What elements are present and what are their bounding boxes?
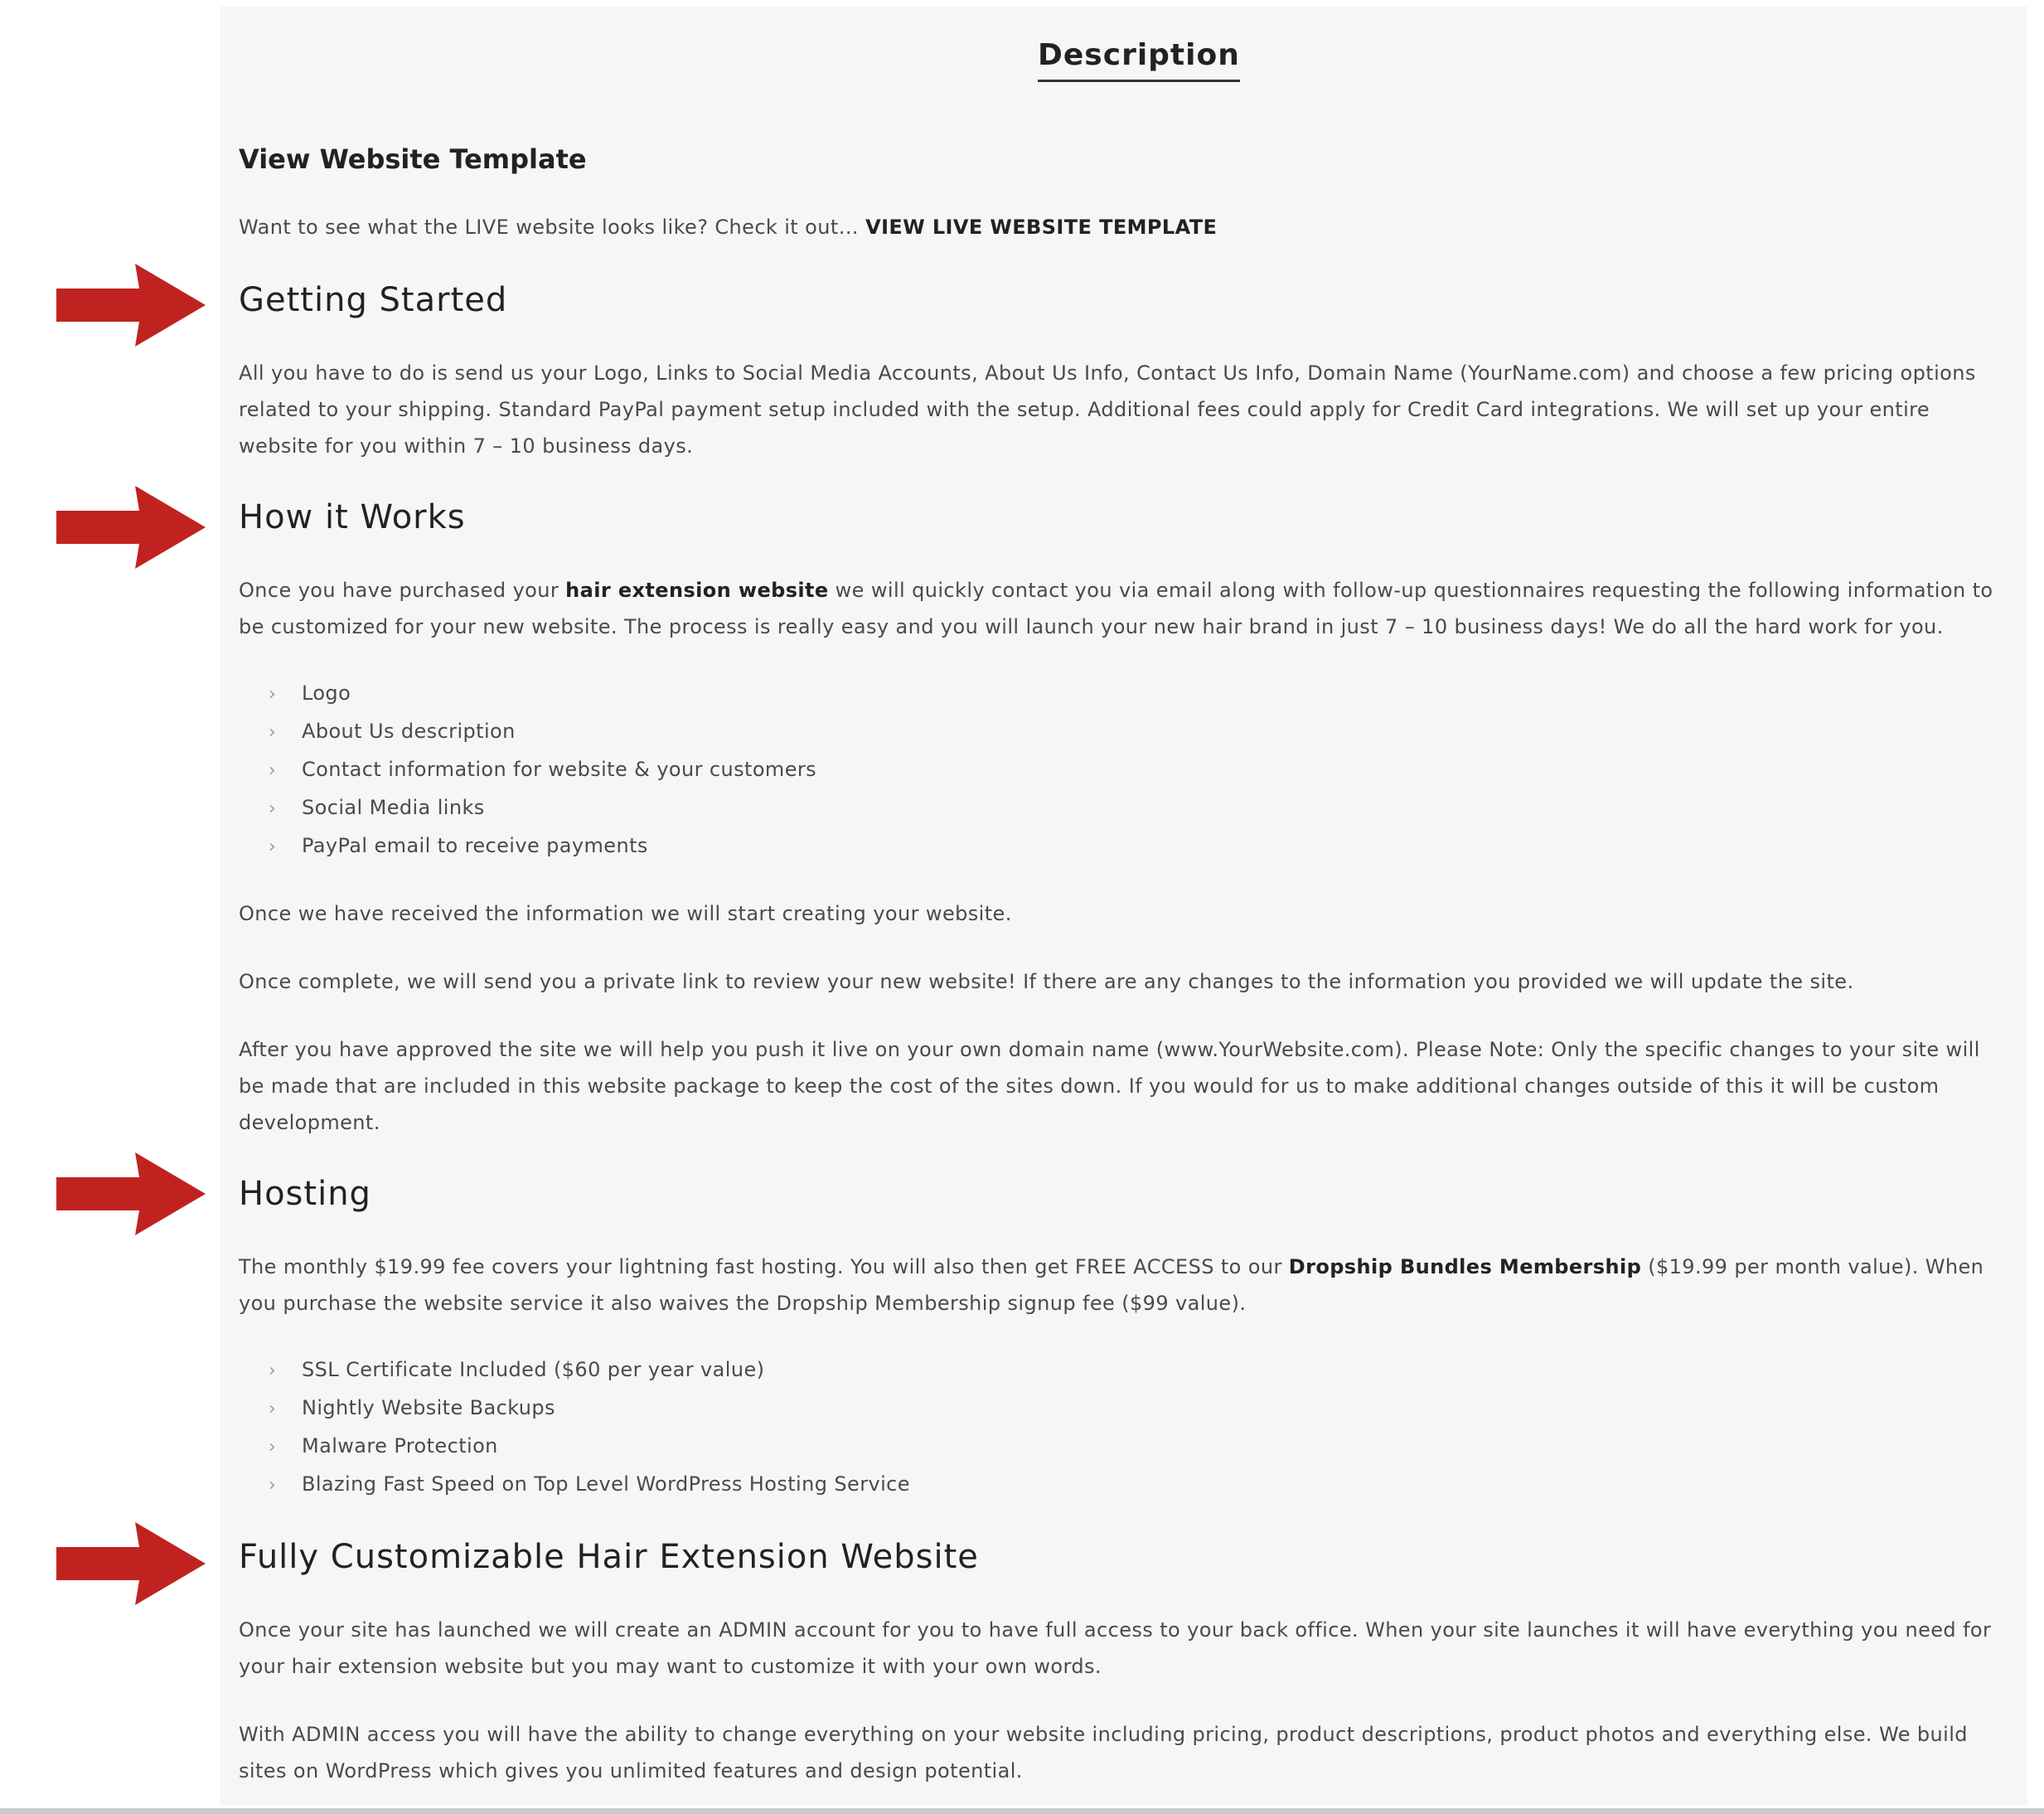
- how-it-works-para1: Once we have received the information we will start creating your website.: [239, 902, 1012, 925]
- hosting-text-after: ($19.99 per month value). When you purchase the website service it also waives the Dropship Membership signup fee ($99 value).: [239, 1255, 1984, 1315]
- view-live-template-link[interactable]: VIEW LIVE WEBSITE TEMPLATE: [865, 216, 1218, 239]
- list-item: [269, 677, 351, 711]
- chevron-right-icon: ›: [269, 760, 277, 781]
- list-item: [269, 1353, 764, 1388]
- hosting-heading: Hosting: [239, 1175, 371, 1213]
- how-it-works-para2: Once complete, we will send you a private link to review your new website! If there are any changes to the information you provided we will update the site.: [239, 970, 1854, 993]
- chevron-right-icon: ›: [269, 837, 277, 857]
- how-it-works-heading: How it Works: [239, 498, 466, 536]
- list-item-label: SSL Certificate Included ($60 per year value): [302, 1358, 765, 1381]
- list-item: [269, 829, 648, 864]
- list-item: [269, 715, 516, 749]
- right-arrow-icon: [56, 1522, 206, 1605]
- chevron-right-icon: ›: [269, 684, 277, 705]
- chevron-right-icon: ›: [269, 1475, 277, 1496]
- right-arrow-icon: [56, 264, 206, 347]
- list-item-label: Contact information for website & your customers: [302, 758, 817, 781]
- chevron-right-icon: ›: [269, 722, 277, 743]
- chevron-right-icon: ›: [269, 1399, 277, 1419]
- customizable-heading: Fully Customizable Hair Extension Website: [239, 1538, 979, 1576]
- list-item: [269, 1391, 555, 1426]
- list-item-label: Blazing Fast Speed on Top Level WordPress Hosting Service: [302, 1472, 910, 1496]
- list-item: [269, 1429, 498, 1464]
- customizable-para1: Once your site has launched we will create an ADMIN account for you to have full access to your back office. When your site launches it will have everything you need for your hair extension website but you may want to customize it with your own words.: [239, 1618, 1992, 1678]
- how-it-works-intro: [239, 572, 2004, 645]
- how-it-works-intro-before: Once you have purchased your: [239, 579, 566, 602]
- getting-started-heading: Getting Started: [239, 281, 508, 319]
- tab-description[interactable]: Description: [1038, 32, 1240, 82]
- chevron-right-icon: ›: [269, 798, 277, 819]
- view-template-heading: View Website Template: [239, 143, 587, 175]
- hair-extension-website-bold: hair extension website: [565, 579, 829, 602]
- list-item-label: Social Media links: [302, 796, 485, 819]
- list-item-label: Malware Protection: [302, 1434, 498, 1458]
- bottom-divider: [0, 1808, 2044, 1814]
- getting-started-text: All you have to do is send us your Logo, Links to Social Media Accounts, About Us Info, Contact Us Info, Domain Name (YourName.com) and choose a few pricing options related to your shipping. Standard PayPal payment setup included with the setup. Additional fees could apply for Credit Card integrations. We will set up your entire website for you within 7 – 10 business days.: [239, 361, 1976, 458]
- chevron-right-icon: ›: [269, 1360, 277, 1381]
- list-item: [269, 753, 816, 788]
- right-arrow-icon: [56, 486, 206, 569]
- view-template-prompt: Want to see what the LIVE website looks like? Check it out…: [239, 216, 866, 239]
- list-item: [269, 791, 485, 826]
- dropship-membership-bold: Dropship Bundles Membership: [1288, 1255, 1642, 1278]
- list-item-label: Nightly Website Backups: [302, 1396, 555, 1419]
- right-arrow-icon: [56, 1152, 206, 1235]
- how-it-works-para3: After you have approved the site we will help you push it live on your own domain name (www.YourWebsite.com). Please Note: Only the specific changes to your site will be made that are included in this website package to keep the cost of the sites down. If you would for us to make additional changes outside of this it will be custom development.: [239, 1038, 1980, 1134]
- customizable-para2: With ADMIN access you will have the ability to change everything on your website including pricing, product descriptions, product photos and everything else. We build sites on WordPress which gives you unlimited features and design potential.: [239, 1723, 1968, 1782]
- view-template-text: [239, 209, 2004, 245]
- list-item-label: PayPal email to receive payments: [302, 834, 648, 857]
- list-item-label: Logo: [302, 681, 351, 705]
- list-item-label: About Us description: [302, 720, 516, 743]
- hosting-text: [239, 1249, 2004, 1322]
- how-it-works-intro-after: we will quickly contact you via email along with follow-up questionnaires requesting the following information to be customized for your new website. The process is really easy and you will launch your new hair brand in just 7 – 10 business days! We do all the hard work for you.: [239, 579, 1993, 638]
- list-item: [269, 1467, 910, 1502]
- hosting-text-before: The monthly $19.99 fee covers your lightning fast hosting. You will also then get FREE ACCESS to our: [239, 1255, 1289, 1278]
- chevron-right-icon: ›: [269, 1437, 277, 1458]
